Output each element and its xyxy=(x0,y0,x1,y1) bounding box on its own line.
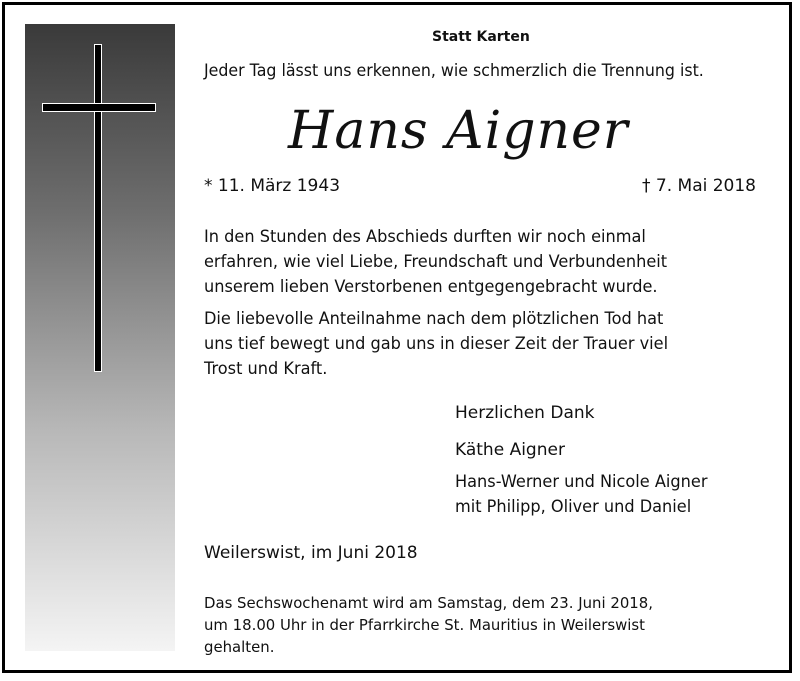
family-line-1: Käthe Aigner xyxy=(455,440,565,460)
birth-date: * 11. März 1943 xyxy=(204,176,341,196)
paragraph-1-line-3: unserem lieben Verstorbenen entgegengebracht wurde. xyxy=(204,277,658,297)
cross-joint xyxy=(96,105,101,111)
family-line-3: mit Philipp, Oliver und Daniel xyxy=(455,497,692,517)
notice-line-2: um 18.00 Uhr in der Pfarrkirche St. Mauritius in Weilerswist xyxy=(204,616,645,634)
cross-icon xyxy=(94,44,102,372)
family-line-2: Hans-Werner und Nicole Aigner xyxy=(455,472,708,492)
sidebar-gradient-panel xyxy=(25,24,175,651)
paragraph-2-line-2: uns tief bewegt und gab uns in dieser Zeit der Trauer viel xyxy=(204,334,669,354)
deceased-name: Hans Aigner xyxy=(288,101,629,161)
thanks-line: Herzlichen Dank xyxy=(455,403,595,423)
paragraph-2-line-3: Trost und Kraft. xyxy=(204,359,328,379)
header-label: Statt Karten xyxy=(432,29,530,45)
paragraph-1-line-2: erfahren, wie viel Liebe, Freundschaft und Verbundenheit xyxy=(204,252,668,272)
paragraph-2-line-1: Die liebevolle Anteilnahme nach dem plötzlichen Tod hat xyxy=(204,309,664,329)
death-date: † 7. Mai 2018 xyxy=(642,176,757,196)
notice-line-3: gehalten. xyxy=(204,638,275,656)
quote: Jeder Tag lässt uns erkennen, wie schmerzlich die Trennung ist. xyxy=(204,61,704,81)
place-date: Weilerswist, im Juni 2018 xyxy=(204,543,418,563)
notice-line-1: Das Sechswochenamt wird am Samstag, dem 23. Juni 2018, xyxy=(204,594,653,612)
paragraph-1-line-1: In den Stunden des Abschieds durften wir noch einmal xyxy=(204,227,646,247)
